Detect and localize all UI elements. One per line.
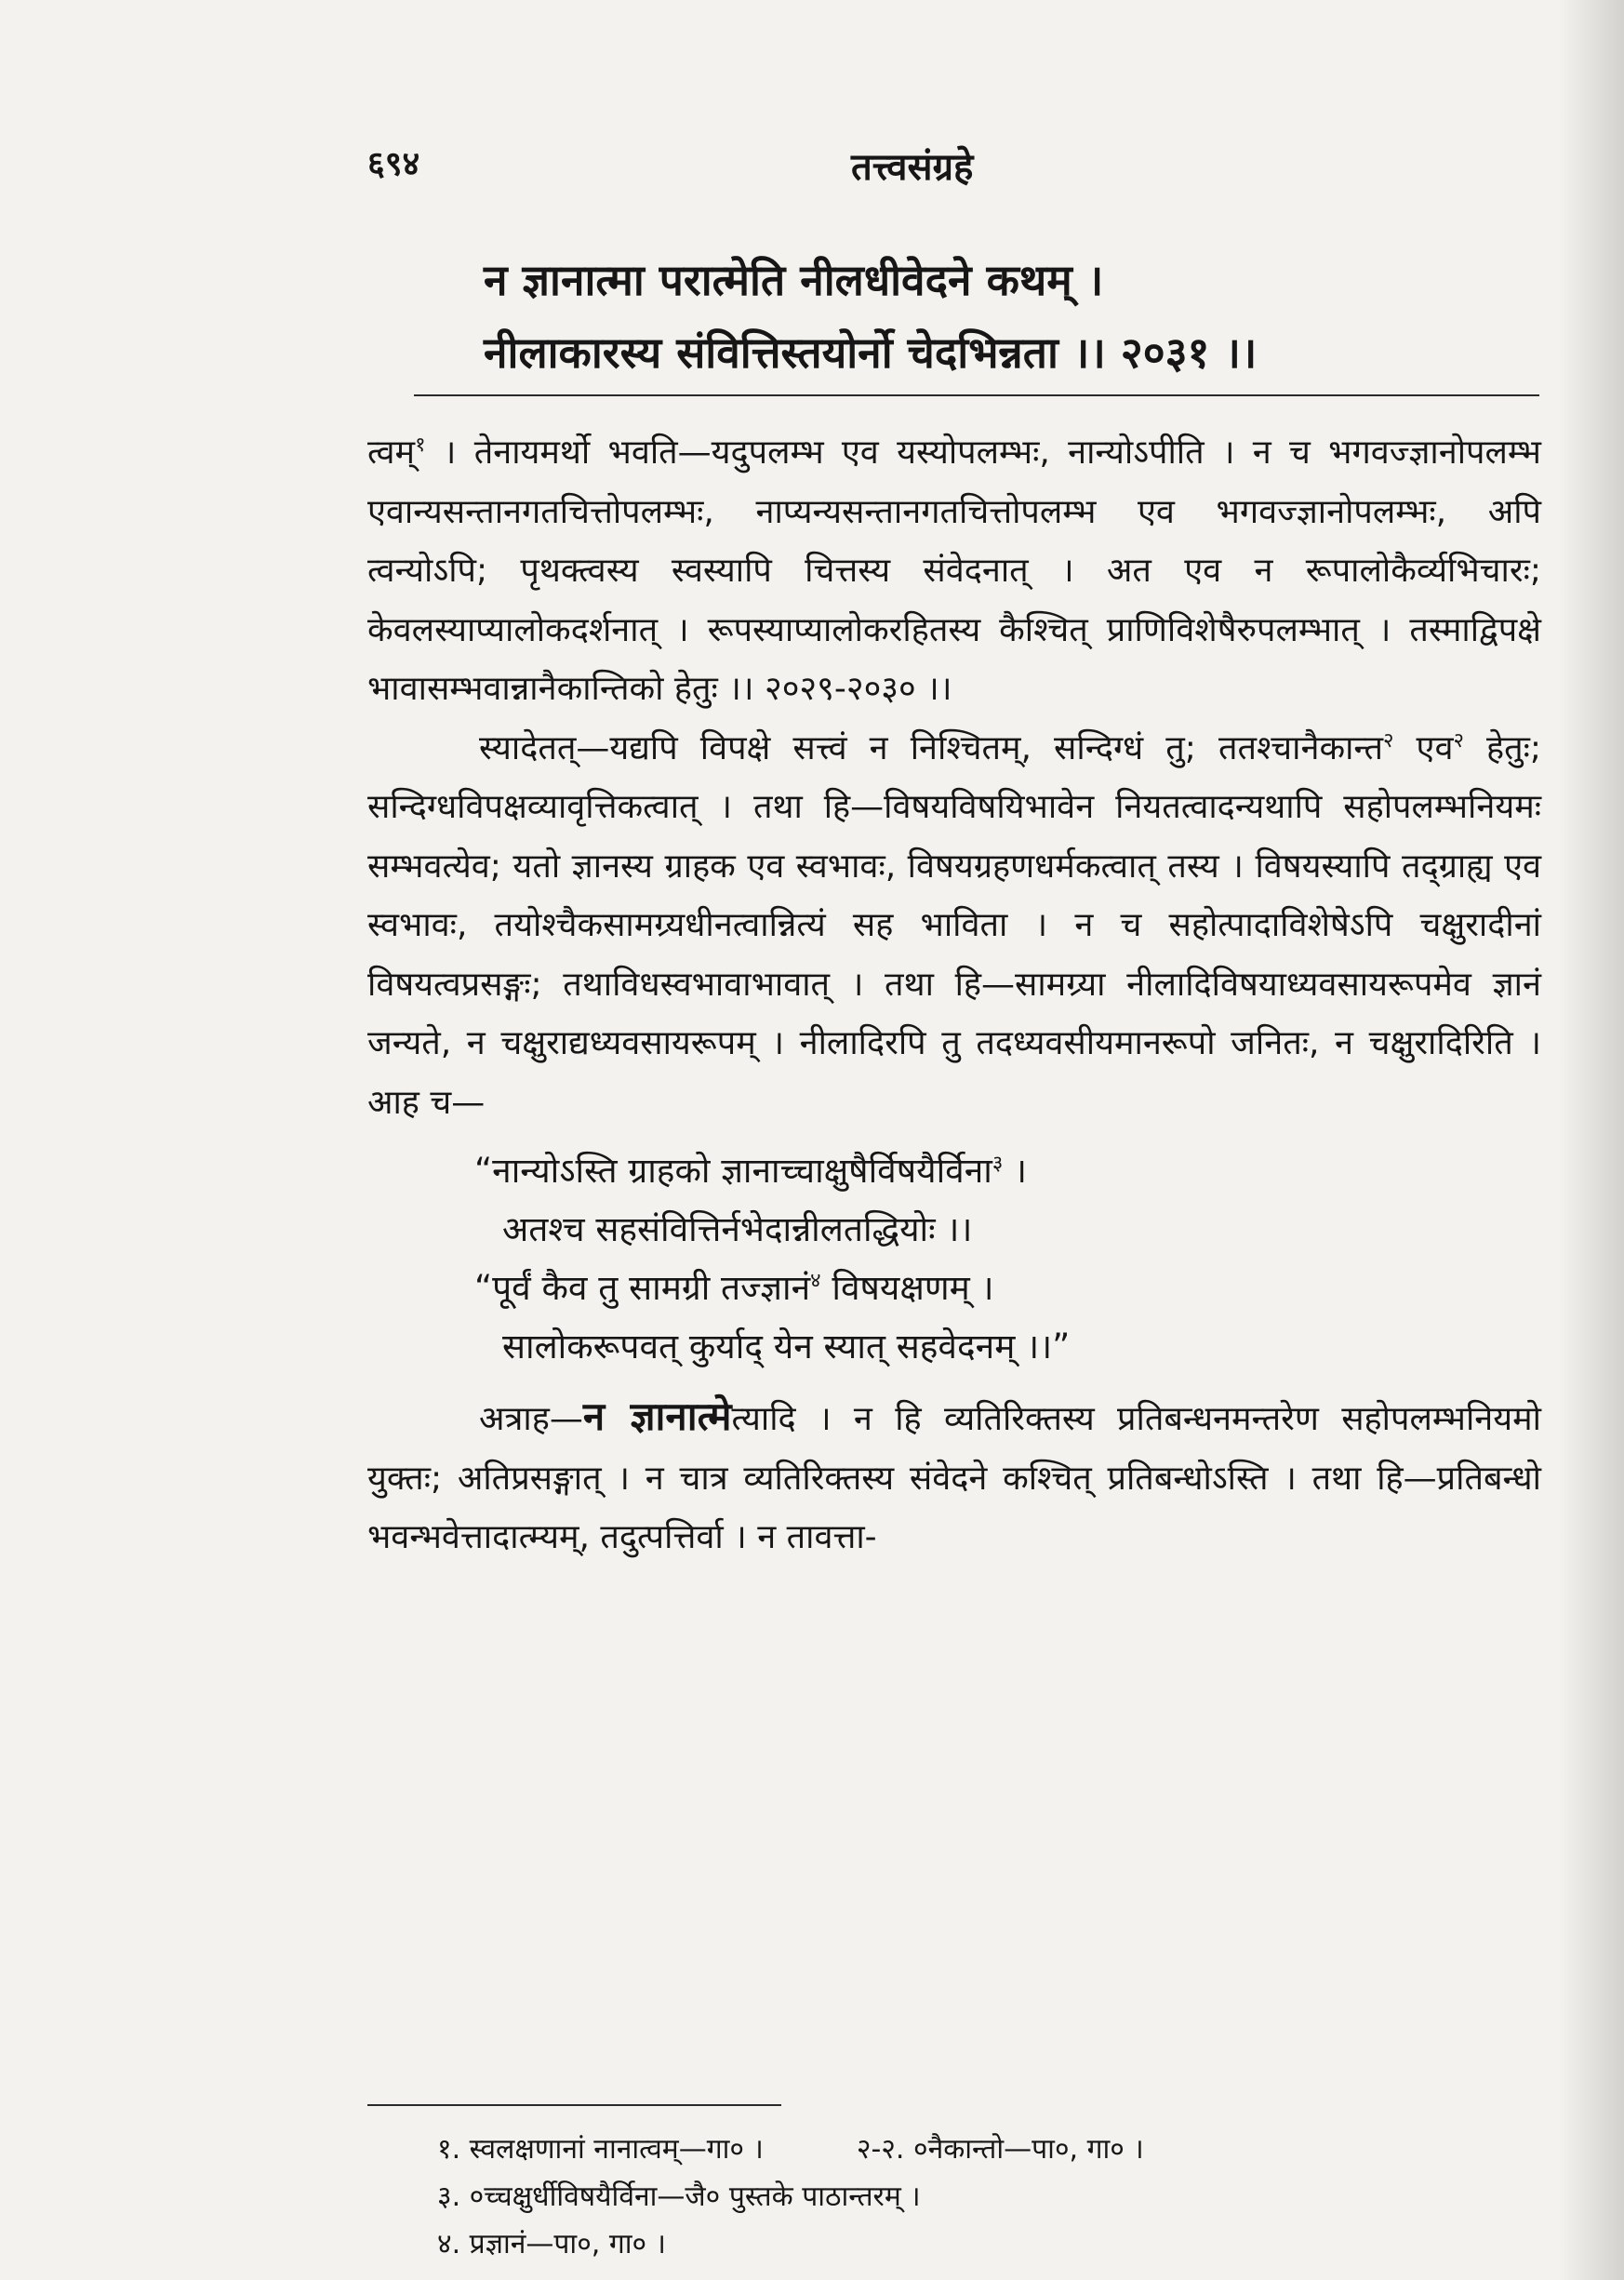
text-span: । तेनायमर्थो भवति—यदुपलम्भ एव यस्योपलम्भः, नान्योऽपीति । न च भगवज्ज्ञानोपलम्भ एवान्यसन्तानगतचित्तोपलम्भः, नाप्यन्यसन्तानगतचित्तोपलम्भ एव भगवज्ज्ञानोपलम्भः, अपि त्वन्योऽपि; पृथक्त्वस्य स्वस्यापि चित्तस्य संवेदनात् । अत एव न रूपालोकैर्व्यभिचारः; केवलस्याप्यालोकदर्शनात् । रूपस्याप्यालोकरहितस्य कैश्चित् प्राणिविशेषैरुपलम्भात् । तस्माद्विपक्षे भावासम्भवान्नानैकान्तिको हेतुः ।। २०२९-२०३० ।। [367, 433, 1541, 708]
quote-line-2: अतश्च सहसंवित्तिर्नभेदान्नीलतद्धियोः ।। [502, 1209, 973, 1249]
text-span: त्वम् [367, 433, 416, 472]
footnote-marker: १ [415, 433, 426, 457]
quoted-verse [367, 1141, 1541, 1376]
footnote-marker: ४ [810, 1269, 821, 1293]
running-header [367, 140, 1530, 195]
verse-line-2: नीलाकारस्य संवित्तिस्तयोर्नो चेदभिन्नता ।। २०३१ ।। [484, 327, 1258, 378]
commentary-paragraph-3 [367, 1387, 1541, 1567]
footnote-divider [367, 2104, 781, 2106]
lemma: न ज्ञानात्मे [582, 1393, 732, 1439]
footnote-marker: २ [1453, 728, 1464, 753]
text-span: एव [1393, 728, 1454, 767]
page-number: ६९४ [367, 145, 420, 183]
text-span: त्यादि । न हि व्यतिरिक्तस्य प्रतिबन्धनमन्तरेण सहोपलम्भनियमो युक्तः; अतिप्रसङ्गात् । न चात्र व्यतिरिक्तस्य संवेदने कश्चित् प्रतिबन्धोऽस्ति । तथा हि—प्रतिबन्धो भवन्भवेत्तादात्म्यम्, तदुत्पत्तिर्वा । न तावत्ता- [367, 1400, 1542, 1556]
quote-line-4: सालोकरूपवत् कुर्याद् येन स्यात् सहवेदनम् ।।” [502, 1327, 1071, 1367]
text-span: स्यादेतत्—यद्यपि विपक्षे सत्त्वं न निश्चितम्, सन्दिग्धं तु; ततश्चानैकान्त [479, 728, 1384, 767]
quote-line-1 [474, 1141, 1541, 1200]
footnote-3: ३. ०च्चक्षुर्धीविषयैर्विना—जै० पुस्तके पाठान्तरम् । [437, 2180, 921, 2213]
commentary-paragraph-2 [367, 719, 1541, 1133]
text-span: हेतुः; सन्दिग्धविपक्षव्यावृत्तिकत्वात् । तथा हि—विषयविषयिभावेन नियतत्वादन्यथापि सहोपलम्भनियमः सम्भवत्येव; यतो ज्ञानस्य ग्राहक एव स्वभावः, विषयग्रहणधर्मकत्वात् तस्य । विषयस्यापि तद्ग्राह्य एव स्वभावः, तयोश्चैकसामग्र्यधीनत्वान्नित्यं सह भाविता । न च सहोत्पादाविशेषेऽपि चक्षुरादीनां विषयत्वप्रसङ्गः; तथाविधस्वभावाभावात् । तथा हि—सामग्र्या नीलादिविषयाध्यवसायरूपमेव ज्ञानं जन्यते, न चक्षुराद्यध्यवसायरूपम् । नीलादिरपि तु तदध्यवसीयमानरूपो जनितः, न चक्षुरादिरिति । आह च— [367, 728, 1542, 1122]
commentary-text [367, 423, 1541, 1567]
verse-block [484, 244, 1544, 389]
text-span: “पूर्वं कैव तु सामग्री तज्ज्ञानं [474, 1268, 811, 1308]
verse-divider [414, 394, 1539, 396]
footnote-1: १. स्वलक्षणानां नानात्वम्—गा० । [437, 2133, 764, 2166]
footnote-row [437, 2126, 1535, 2173]
commentary-paragraph-1 [367, 423, 1541, 719]
footnote-4: ४. प्रज्ञानं—पा०, गा० । [437, 2228, 667, 2260]
text-span: विषयक्षणम् । [820, 1268, 994, 1308]
footnotes [437, 2126, 1535, 2268]
text-span: अत्राह— [479, 1400, 583, 1438]
text-span: “नान्योऽस्ति ग्राहको ज्ञानाच्चाक्षुषैर्विषयैर्विना [474, 1151, 992, 1191]
verse-line-1: न ज्ञानात्मा परात्मेति नीलधीवेदने कथम् । [484, 255, 1104, 305]
footnote-2: २-२. ०नैकान्तो—पा०, गा० । [856, 2133, 1144, 2166]
footnote-marker: ३ [992, 1152, 1004, 1176]
quote-line-3 [474, 1259, 1541, 1317]
text-span: । [1003, 1151, 1028, 1191]
footnote-marker: २ [1383, 728, 1394, 753]
running-title: तत्त्वसंग्रहे [851, 146, 974, 189]
page-edge-shadow [1559, 0, 1624, 2280]
